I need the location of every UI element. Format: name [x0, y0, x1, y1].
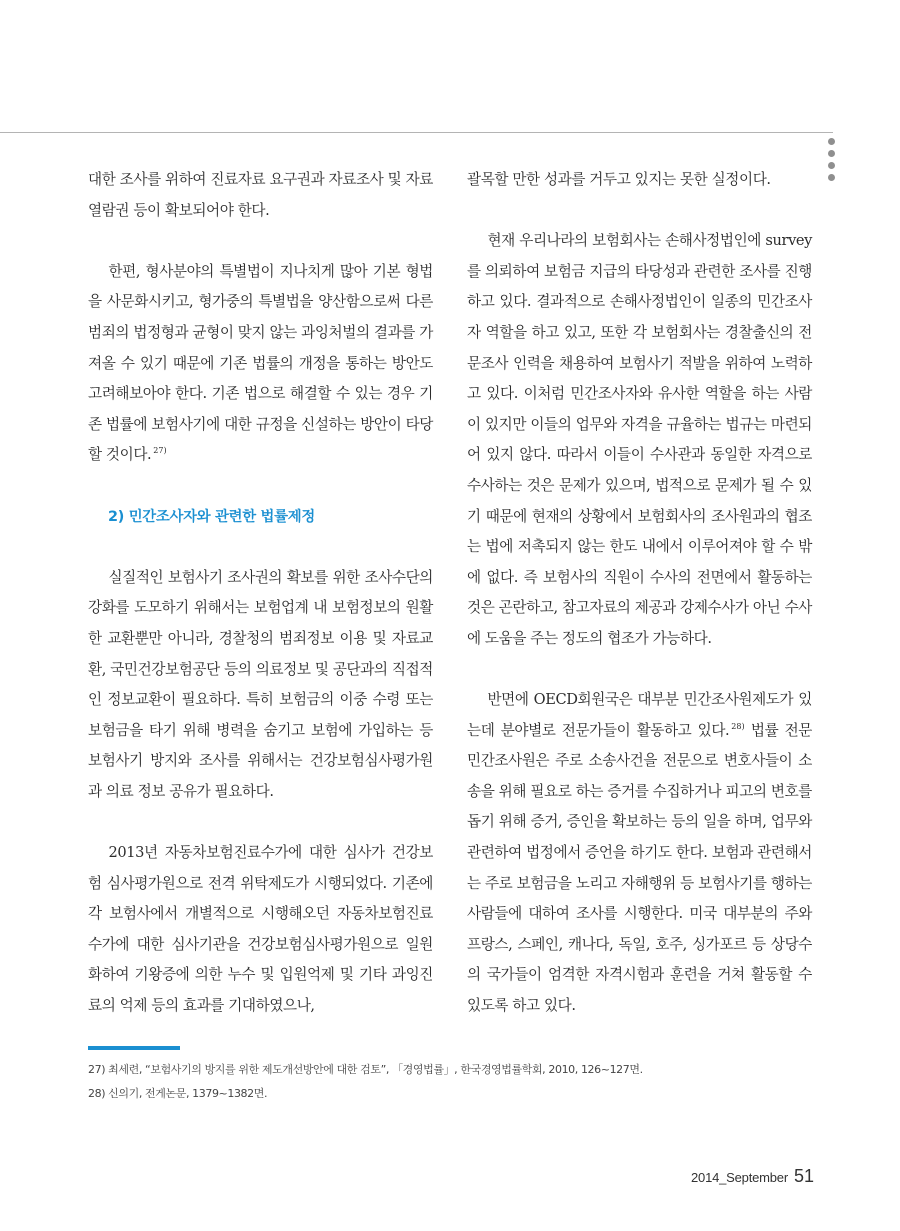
- left-paragraph-4: 2013년 자동차보험진료수가에 대한 심사가 건강보험 심사평가원으로 전격 위탁제도가 시행되었다. 기존에 각 보험사에서 개별적으로 시행해오던 자동차보험진료수가에 대한 심사기관을 건강보험심사평가원으로 일원화하여 기왕증에 의한 누수 및 입원억제 및 기타 과잉진료의 억제 등의 효과를 기대하였으나,: [88, 844, 433, 1015]
- left-column: [88, 165, 433, 1022]
- right-paragraph-1: 괄목할 만한 성과를 거두고 있지는 못한 실정이다.: [467, 171, 771, 188]
- footnotes: [88, 1058, 808, 1106]
- left-paragraph-3: 실질적인 보험사기 조사권의 확보를 위한 조사수단의 강화를 도모하기 위해서는 보험업계 내 보험정보의 원활한 교환뿐만 아니라, 경찰청의 범죄정보 이용 및 자료교환, 국민건강보험공단 등의 의료정보 및 공단과의 직접적인 정보교환이 필요하다. 특히 보험금의 이중 수령 또는 보험금을 타기 위해 병력을 숨기고 보험에 가입하는 등 보험사기 방지와 조사를 위해서는 건강보험심사평가원과 의료 정보 공유가 필요하다.: [88, 568, 433, 800]
- dot-icon: [828, 150, 835, 157]
- footnote-divider: [88, 1046, 180, 1050]
- dot-icon: [828, 138, 835, 145]
- header-rule: [0, 132, 833, 133]
- footnote-27: 27) 최세련, “보험사기의 방지를 위한 제도개선방안에 대한 검토”, 「경영법률」, 한국경영법률학회, 2010, 126~127면.: [88, 1063, 643, 1076]
- footnote-ref-27[interactable]: 27): [153, 446, 167, 456]
- dot-icon: [828, 174, 835, 181]
- page-footer: [691, 1166, 814, 1187]
- right-paragraph-3: [467, 685, 812, 1022]
- right-paragraph-3-text-a: 반면에 OECD회원국은 대부분 민간조사원제도가 있는데 분야별로 전문가들이 활동하고 있다.: [467, 691, 812, 739]
- right-paragraph-3-text-b: 법률 전문 민간조사원은 주로 소송사건을 전문으로 변호사들이 소송을 위해 필요로 하는 증거를 수집하거나 피고의 변호를 돕기 위해 증거, 증인을 확보하는 등의 일을 하며, 업무와 관련하여 법정에서 증언을 하기도 한다. 보험과 관련해서는 주로 보험금을 노리고 자해행위 등 보험사기를 행하는 사람들에 대하여 조사를 시행한다. 미국 대부분의 주와 프랑스, 스페인, 캐나다, 독일, 호주, 싱가포르 등 상당수의 국가들이 엄격한 자격시험과 훈련을 거쳐 활동할 수 있도록 하고 있다.: [467, 721, 812, 1015]
- page-number: 51: [793, 1166, 814, 1186]
- dot-icon: [828, 162, 835, 169]
- right-paragraph-2: 현재 우리나라의 보험회사는 손해사정법인에 survey를 의뢰하여 보험금 지급의 타당성과 관련한 조사를 진행하고 있다. 결과적으로 손해사정법인이 일종의 민간조사자 역할을 하고 있고, 또한 각 보험회사는 경찰출신의 전문조사 인력을 채용하여 보험사기 적발을 위하여 노력하고 있다. 이처럼 민간조사자와 유사한 역할을 하는 사람이 있지만 이들의 업무와 자격을 규율하는 법규는 마련되어 있지 않다. 따라서 이들이 수사관과 동일한 자격으로 수사하는 것은 문제가 있으며, 법적으로 문제가 될 수 있기 때문에 현재의 상황에서 보험회사의 조사원과의 협조는 법에 저촉되지 않는 한도 내에서 이루어져야 할 수 밖에 없다. 즉 보험사의 직원이 수사의 전면에서 활동하는 것은 곤란하고, 참고자료의 제공과 강제수사가 아닌 수사에 도움을 주는 정도의 협조가 가능하다.: [467, 232, 812, 647]
- right-column: [467, 165, 812, 1022]
- issue-label: 2014_September: [691, 1170, 788, 1185]
- section-heading: 2) 민간조사자와 관련한 법률제정: [108, 508, 315, 525]
- footnote-ref-28[interactable]: 28): [731, 721, 745, 731]
- decorative-dots: [828, 138, 838, 186]
- left-paragraph-2: [88, 257, 433, 471]
- left-paragraph-2-text: 한편, 형사분야의 특별법이 지나치게 많아 기본 형법을 사문화시키고, 형가중의 특별법을 양산함으로써 다른 범죄의 법정형과 균형이 맞지 않는 과잉처벌의 결과를 가져올 수 있기 때문에 기존 법률의 개정을 통하는 방안도 고려해보아야 한다. 기존 법으로 해결할 수 있는 경우 기존 법률에 보험사기에 대한 규정을 신설하는 방안이 타당할 것이다.: [88, 262, 433, 464]
- left-paragraph-1: 대한 조사를 위하여 진료자료 요구권과 자료조사 및 자료열람권 등이 확보되어야 한다.: [88, 171, 433, 219]
- footnote-28: 28) 신의기, 전게논문, 1379~1382면.: [88, 1087, 268, 1100]
